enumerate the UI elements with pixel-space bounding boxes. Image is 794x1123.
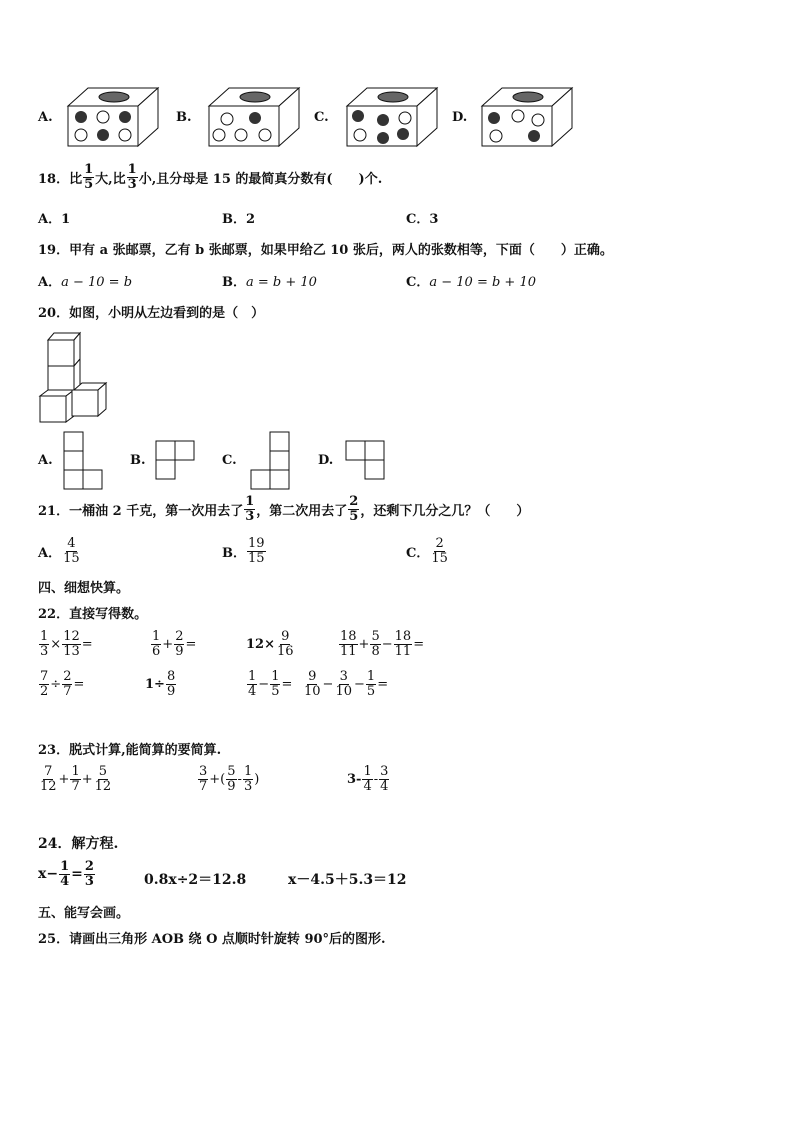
q21-suffix: ，还剩下几分之几？（ ）: [360, 503, 530, 519]
fraction: [83, 163, 94, 191]
numerator: 1: [363, 764, 372, 779]
denominator: 10: [335, 683, 352, 699]
q25-question: 25．请画出三角形 AOB 绕 O 点顺时针旋转 90°后的图形.: [38, 932, 386, 947]
denominator: 9: [227, 778, 236, 794]
operator: −: [381, 636, 393, 652]
denominator: 9: [175, 643, 184, 659]
operator: +: [58, 771, 70, 787]
q20-option-c-label: C.: [222, 453, 237, 468]
operator: +: [162, 636, 174, 652]
q18-question: [38, 163, 382, 191]
q21-mid: ，第二次用去了: [256, 503, 348, 519]
q22-r1-b: [150, 630, 196, 658]
q24-equation-2: 0.8x÷2＝12.8: [144, 872, 247, 888]
operator: +: [358, 636, 370, 652]
numerator: 19: [248, 536, 265, 551]
fraction: [151, 630, 161, 658]
numerator: 1: [248, 669, 257, 684]
option-label: A．: [38, 545, 62, 561]
numerator: 12: [63, 629, 80, 644]
denominator: 6: [152, 643, 161, 659]
q22-r2-c: [246, 670, 292, 698]
fraction: [39, 765, 58, 793]
option-text: 2: [246, 212, 256, 227]
numerator: 1: [71, 764, 80, 779]
denominator: 7: [63, 683, 72, 699]
fraction: [339, 630, 358, 658]
fraction: [127, 163, 138, 191]
option-text: a = b + 10: [246, 275, 317, 290]
q19-question: 19．甲有 a 张邮票，乙有 b 张邮票，如果甲给乙 10 张后，两人的张数相等，下面（ ）正确。: [38, 243, 613, 258]
q19-option-b: [222, 271, 317, 290]
expression-prefix: 1÷: [145, 676, 165, 692]
denominator: 15: [63, 550, 80, 566]
numerator: 1: [60, 859, 70, 874]
denominator: 3: [84, 873, 94, 889]
operator: −: [258, 676, 270, 692]
numerator: 18: [394, 629, 412, 644]
q21-prefix: 21．一桶油 2 千克，第一次用去了: [38, 503, 244, 519]
numerator: 2: [175, 629, 184, 644]
numerator: 18: [340, 629, 357, 644]
q20-option-a-figure: [63, 431, 103, 491]
fraction: [362, 765, 372, 793]
option-label: A．: [38, 212, 62, 227]
q21-option-b: [222, 537, 267, 565]
option-text: 3: [429, 212, 439, 227]
q18-option-b: [222, 208, 255, 227]
q22-r1-d: [338, 630, 424, 658]
denominator: 2: [40, 683, 49, 699]
fraction: [270, 670, 280, 698]
denominator: 5: [271, 683, 280, 699]
q18-prefix: 18．比: [38, 171, 83, 187]
q20-option-a-label: A.: [38, 453, 53, 468]
q20-option-b-label: B.: [130, 453, 146, 468]
equals-sign: =: [185, 636, 197, 652]
denominator: 7: [71, 778, 80, 794]
q18-option-c: [406, 208, 438, 227]
cube-stack-figure: [38, 330, 110, 426]
q17-option-a-label: A.: [38, 110, 53, 125]
numerator: 1: [84, 162, 94, 177]
denominator: 5: [349, 508, 359, 524]
denominator: 15: [431, 550, 448, 566]
denominator: 5: [366, 683, 376, 699]
equals-sign: =: [71, 866, 83, 883]
numerator: 3: [199, 764, 208, 779]
box-b-figure: [205, 86, 301, 148]
equals-sign: =: [281, 676, 293, 692]
numerator: 3: [380, 764, 389, 779]
denominator: 11: [394, 643, 412, 659]
numerator: 5: [227, 764, 236, 779]
q22-r2-b: [145, 670, 177, 698]
box-a-figure: [64, 86, 160, 148]
option-label: A．: [38, 275, 62, 290]
option-text: a − 10 = b + 10: [429, 275, 536, 290]
q18-suffix: 小,且分母是 15 的最简真分数有( )个.: [138, 171, 383, 187]
numerator: 9: [308, 669, 317, 684]
q21-option-a: [38, 537, 82, 565]
fraction: [39, 670, 49, 698]
denominator: 4: [248, 683, 257, 699]
fraction: [62, 630, 81, 658]
fraction: [276, 630, 295, 658]
denominator: 16: [276, 643, 294, 659]
fraction: [430, 537, 449, 565]
numerator: 5: [371, 629, 380, 644]
option-label: C．: [406, 212, 430, 227]
numerator: 2: [435, 536, 444, 551]
fraction: [94, 765, 113, 793]
q17-option-b-label: B.: [176, 110, 192, 125]
numerator: 4: [67, 536, 76, 551]
option-label: B．: [222, 212, 246, 227]
denominator: 15: [248, 550, 265, 566]
operator: −: [354, 676, 365, 692]
numerator: 1: [243, 764, 253, 779]
operator: −: [322, 676, 334, 692]
q21-option-c: [406, 537, 450, 565]
q19-option-a: [38, 271, 132, 290]
operator: ×: [50, 636, 62, 652]
option-label: B．: [222, 275, 246, 290]
operator: +(: [209, 771, 226, 787]
q21-question: [38, 495, 529, 523]
numerator: 9: [281, 629, 290, 644]
equals-sign: =: [73, 676, 85, 692]
operator: -: [373, 771, 379, 787]
fraction: [39, 630, 49, 658]
equals-sign: =: [413, 636, 425, 652]
section-5-heading: 五、能写会画。: [38, 906, 130, 921]
denominator: 4: [60, 873, 70, 889]
q24-equation-1: [38, 860, 96, 888]
denominator: 13: [63, 643, 80, 659]
q20-option-c-figure: [250, 431, 290, 491]
numerator: 1: [40, 629, 49, 644]
q23-title: 23．脱式计算,能简算的要简算.: [38, 743, 222, 758]
denominator: 12: [40, 778, 57, 794]
expression-prefix: 12×: [246, 636, 275, 652]
q23-expression-3: [347, 765, 390, 793]
operator: ÷: [50, 676, 62, 692]
q20-option-b-figure: [155, 440, 195, 480]
fraction: [334, 670, 353, 698]
q22-title: 22．直接写得数。: [38, 607, 148, 622]
q18-option-a: [38, 208, 70, 227]
denominator: 7: [199, 778, 208, 794]
denominator: 3: [40, 643, 49, 659]
q23-expression-2: [197, 765, 259, 793]
operator: +: [81, 771, 93, 787]
fraction: [247, 537, 266, 565]
denominator: 11: [340, 643, 357, 659]
q24-title: 24．解方程.: [38, 836, 119, 852]
q23-expression-1: [38, 765, 113, 793]
denominator: 12: [94, 778, 112, 794]
section-4-heading: 四、细想快算。: [38, 581, 130, 596]
box-c-figure: [343, 86, 439, 148]
option-label: C．: [406, 275, 430, 290]
q22-r1-a: [38, 630, 93, 658]
numerator: 1: [366, 669, 376, 684]
fraction: [198, 765, 208, 793]
numerator: 3: [339, 669, 348, 684]
q24-equation-3: x－4.5＋5.3＝12: [288, 872, 407, 888]
denominator: 5: [84, 176, 94, 192]
fraction: [62, 537, 81, 565]
q18-mid: 大,比: [95, 171, 126, 187]
numerator: 5: [98, 764, 108, 779]
fraction: [174, 630, 184, 658]
numerator: 1: [152, 629, 161, 644]
q19-option-c: [406, 271, 536, 290]
fraction: [247, 670, 257, 698]
fraction: [366, 670, 376, 698]
expression-prefix: 3-: [347, 771, 362, 787]
numerator: 8: [166, 669, 176, 684]
option-label: C．: [406, 545, 430, 561]
numerator: 2: [63, 669, 72, 684]
denominator: 8: [371, 643, 380, 659]
denominator: 4: [380, 778, 389, 794]
numerator: 2: [84, 859, 94, 874]
q22-r2-a: [38, 670, 84, 698]
q22-r2-d: [302, 670, 388, 698]
fraction: [394, 630, 413, 658]
denominator: 10: [304, 683, 321, 699]
denominator: 3: [245, 508, 255, 524]
q20-question: 20．如图，小明从左边看到的是（ ）: [38, 306, 265, 321]
fraction: [84, 860, 95, 888]
denominator: 9: [166, 683, 176, 699]
fraction: [348, 495, 359, 523]
operator: -: [237, 771, 242, 787]
denominator: 3: [243, 778, 253, 794]
fraction: [62, 670, 72, 698]
fraction: [70, 765, 80, 793]
closing-parenthesis: ): [254, 771, 260, 787]
q17-option-d-label: D.: [452, 110, 468, 125]
fraction: [226, 765, 236, 793]
expression-prefix: x−: [38, 866, 59, 883]
option-text: 1: [61, 212, 71, 227]
denominator: 3: [127, 176, 137, 192]
q17-option-c-label: C.: [314, 110, 329, 125]
fraction: [303, 670, 322, 698]
numerator: 1: [245, 494, 255, 509]
numerator: 1: [271, 669, 280, 684]
option-text: a − 10 = b: [61, 275, 133, 290]
fraction: [370, 630, 380, 658]
numerator: 7: [44, 764, 53, 779]
numerator: 1: [127, 162, 137, 177]
numerator: 7: [40, 669, 49, 684]
fraction: [59, 860, 70, 888]
option-label: B．: [222, 545, 246, 561]
fraction: [244, 495, 255, 523]
q20-option-d-label: D.: [318, 453, 334, 468]
denominator: 4: [363, 778, 372, 794]
fraction: [166, 670, 176, 698]
numerator: 2: [349, 494, 359, 509]
equals-sign: =: [377, 676, 389, 692]
box-d-figure: [478, 86, 574, 148]
fraction: [243, 765, 253, 793]
equals-sign: =: [81, 636, 93, 652]
q20-option-d-figure: [345, 440, 387, 482]
q22-r1-c: [246, 630, 296, 658]
fraction: [379, 765, 389, 793]
